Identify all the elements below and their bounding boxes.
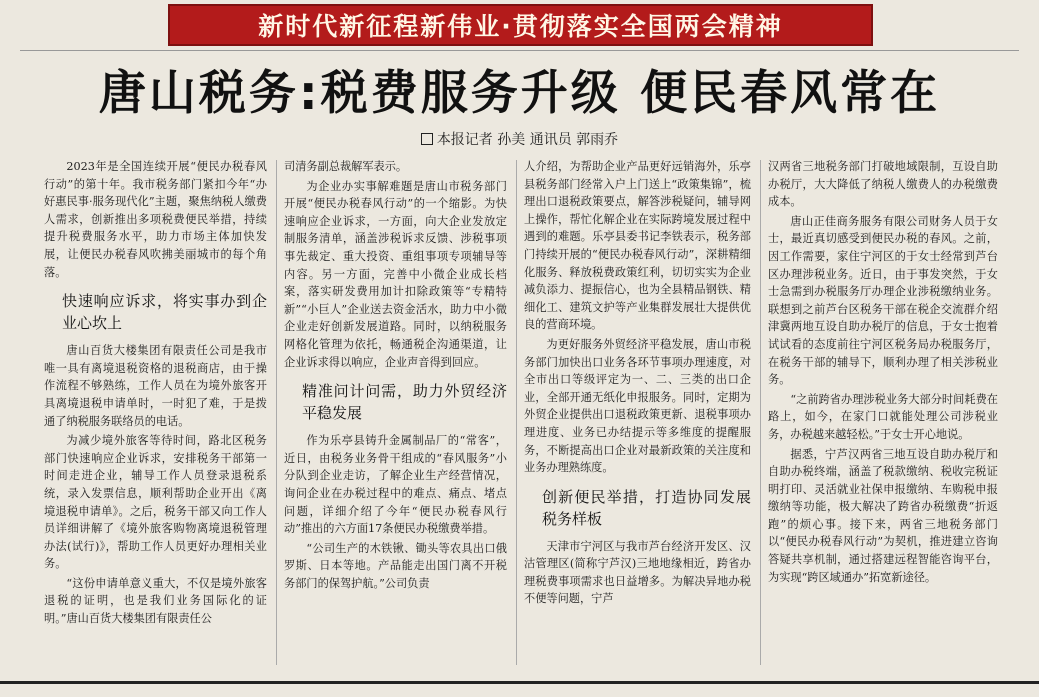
top-rule (20, 50, 1019, 51)
column-3 (524, 158, 751, 670)
paragraph: 人介绍，为帮助企业产品更好远销海外，乐亭县税务部门经常入户上门送上“政策集锦”，梳理出口退税政策要点，解答涉税疑问，辅导网上操作，帮忙化解企业在实际跨境发展过程中遇到的难题。乐亭县委书记李铁表示，税务部门持续开展的“便民办税春风行动”，深耕精细化服务、释放税费政策红利，切切实实为企业减负添力、提振信心，也为全县精品钢铁、精细化工、建筑文护等产业集群发展壮大提供优良的营商环境。 (524, 160, 751, 332)
section-banner-text: 新时代新征程新伟业·贯彻落实全国两会精神 (258, 12, 783, 41)
subheading: 精准问计问需，助力外贸经济平稳发展 (302, 382, 507, 423)
column-1 (44, 158, 267, 670)
subheading: 创新便民举措，打造协同发展税务样板 (542, 487, 751, 528)
paragraph: 汉两省三地税务部门打破地域限制，互设自助办税厅，大大降低了纳税人缴费人的办税缴费成本。 (768, 160, 998, 209)
paragraph: 为更好服务外贸经济平稳发展，唐山市税务部门加快出口业务各环节事项办理速度，对全市出口等级评定为一、二、三类的出口企业，全部开通无纸化申报服务。同时，定期为外贸企业提供出口退税政策更新、退税事项办理进度、业务已办结提示等多维度的提醒服务，不断提高出口企业对最新政策的关注度和业务办理熟练度。 (524, 337, 751, 475)
section-banner (168, 4, 873, 46)
bottom-rule (0, 681, 1039, 684)
subheading: 快速响应诉求，将实事办到企业心坎上 (62, 292, 267, 333)
article-headline: 唐山税务:税费服务升级 便民春风常在 (98, 66, 941, 121)
column-divider (276, 160, 277, 665)
paragraph: 司清务副总裁解军表示。 (284, 160, 408, 173)
paragraph: 唐山百货大楼集团有限责任公司是我市唯一具有离境退税资格的退税商店，由于操作流程不够熟练，工作人员在为境外旅客开具离境退税申请单时，一时犯了难，于是拨通了纳税服务联络员的电话。 (44, 344, 267, 428)
column-4 (768, 158, 998, 670)
paragraph: “公司生产的木铁锹、锄头等农具出口俄罗斯、日本等地。产品能走出国门离不开税务部门的保驾护航。”公司负责 (284, 541, 507, 590)
byline-box-icon (421, 133, 433, 145)
paragraph: 天津市宁河区与我市芦台经济开发区、汉沽管理区(简称宁芦汉)三地地缘相近，跨省办理税费事项需求也日益增多。为解决异地办税不便等问题，宁芦 (524, 539, 751, 606)
paragraph: 据悉，宁芦汉两省三地互设自助办税厅和自助办税终端，涵盖了税款缴纳、税收完税证明打印、灵活就业社保申报缴纳、车购税申报缴纳等功能，极大解决了跨省办税缴费“折返跑”的烦心事。接下来，两省三地税务部门以“便民办税春风行动”为契机，推进建立咨询答疑共享机制，通过搭建远程智能咨询平台，为实现“跨区域通办”拓宽新途径。 (768, 447, 998, 584)
paragraph: 作为乐亭县铸升金属制品厂的“常客”，近日，由税务业务骨干组成的“春风服务”小分队到企业走访，了解企业生产经营情况，询问企业在办税过程中的难点、痛点、堵点问题，详细介绍了今年“便民办税春风行动”推出的六方面17条便民办税缴费举措。 (284, 434, 507, 536)
paragraph: 为企业办实事解难题是唐山市税务部门开展“便民办税春风行动”的一个缩影。为快速响应企业诉求，一方面，向大企业发放定制服务清单，涵盖涉税诉求反馈、涉税事项事先裁定、重大投资、重组事项专项辅导等内容。另一方面，完善中小微企业成长档案，落实研发费用加计扣除政策等“专精特新”“小巨人”企业送去资金活水，助力中小微企业走好创新发展道路。同时，以纳税服务网格化管理为依托，畅通税企沟通渠道，让企业诉求得以响应，企业声音得到回应。 (284, 179, 507, 369)
paragraph: 2023年是全国连续开展“便民办税春风行动”的第十年。我市税务部门紧扣今年“办好惠民事·服务现代化”主题，聚焦纳税人缴费人需求，创新推出多项税费便民举措，持续提升税费服务水平，助力市场主体加快发展，让便民办税春风吹拂美丽城市的每个角落。 (44, 160, 267, 279)
byline-label: 本报记者 (436, 132, 493, 148)
column-divider (516, 160, 517, 665)
paragraph: 为减少境外旅客等待时间，路北区税务部门快速响应企业诉求，安排税务干部第一时间走进企业，辅导工作人员登录退税系统，录入发票信息，顺利帮助企业开出《离境退税申请单》。之后，税务干部又向工作人员详细讲解了《境外旅客购物离境退税管理办法(试行)》，帮助工作人员更好办理相关业务。 (44, 434, 267, 571)
byline-names: 孙美 通讯员 郭雨乔 (497, 132, 619, 148)
column-divider (760, 160, 761, 665)
column-2 (284, 158, 507, 670)
byline (0, 129, 1039, 149)
paragraph: 唐山正佳商务服务有限公司财务人员于女士，最近真切感受到便民办税的春风。之前，因工作需要，家住宁河区的于女士经常到芦台区办理涉税业务。近日，由于事发突然，于女士急需到办税服务厅办理企业涉税缴纳业务。联想到之前芦台区税务干部在税企交流群介绍津冀两地互设自助办税厅的信息，于女士抱着试试看的态度前往宁河区税务局办税服务厅，在税务干部的辅导下，顺利办理了相关涉税业务。 (768, 214, 998, 387)
paragraph: “之前跨省办理涉税业务大部分时间耗费在路上，如今，在家门口就能处理公司涉税业务，办税越来越轻松。”于女士开心地说。 (768, 392, 998, 441)
paragraph: “这份申请单意义重大，不仅是境外旅客退税的证明，也是我们业务国际化的证明。”唐山百货大楼集团有限责任公 (44, 576, 267, 626)
